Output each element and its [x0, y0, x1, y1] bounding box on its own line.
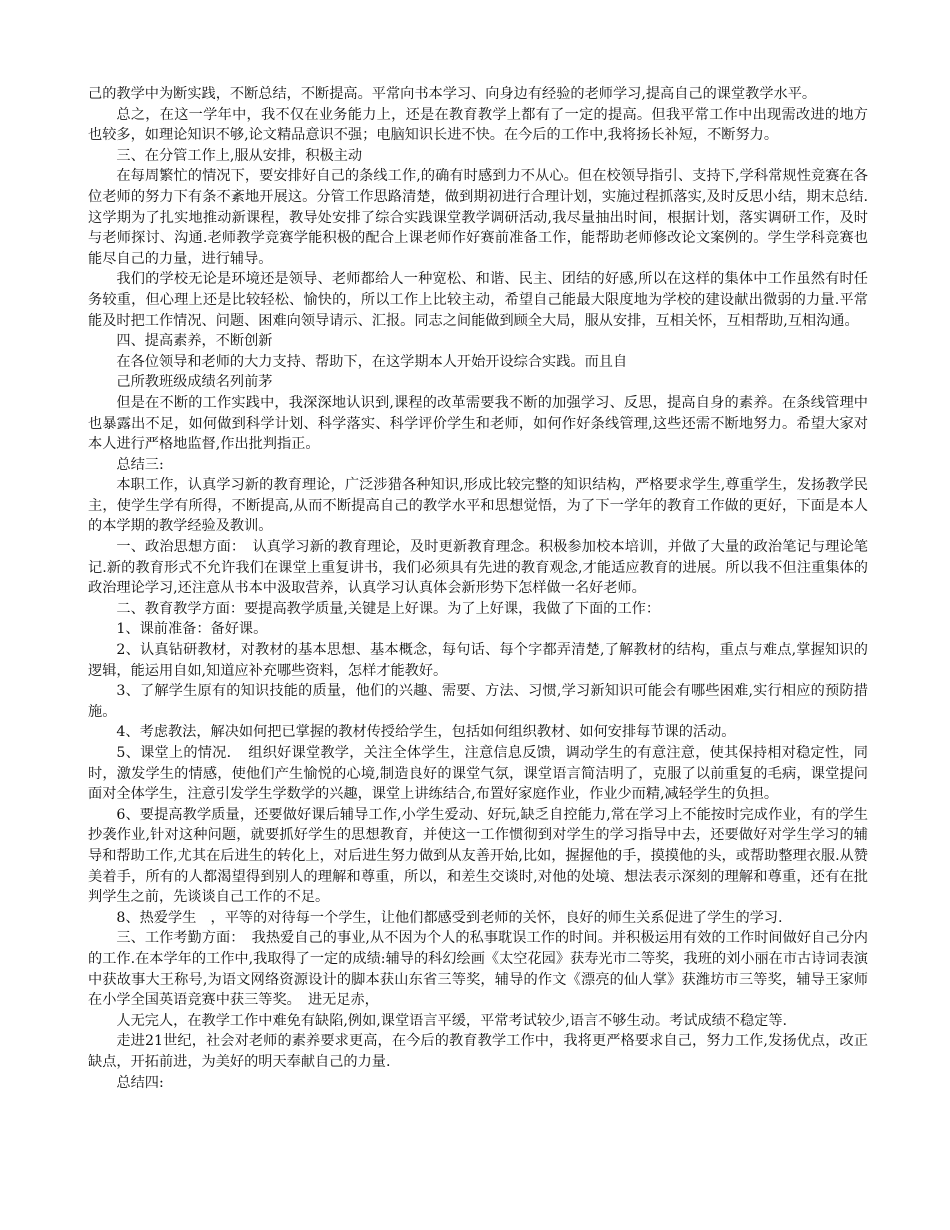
paragraph: 我们的学校无论是环境还是领导、老师都给人一种宽松、和谐、民主、团结的好感,所以在这样的集体中工作虽然有时任务较重，但心理上还是比较轻松、愉快的，所以工作上比较主动，希望自己能最大限度地为学校的建设献出微弱的力量.平常能及时把工作情况、问题、困难向领导请示、汇报。同志之间能做到顾全大局，服从安排，互相关怀，互相帮助,互相沟通。 [88, 271, 868, 329]
paragraph: 人无完人，在教学工作中难免有缺陷,例如,课堂语言平缓，平常考试较少,语言不够生动。考试成绩不稳定等. [116, 1012, 788, 1029]
paragraph: 在各位领导和老师的大力支持、帮助下，在这学期本人开始开设综合实践。而且自 [116, 353, 628, 370]
paragraph: 3、了解学生原有的知识技能的质量，他们的兴趣、需要、方法、习惯,学习新知识可能会有哪些困难,实行相应的预防措施。 [88, 683, 868, 720]
paragraph: 总结三: [116, 456, 164, 473]
paragraph: 总结四: [116, 1074, 164, 1091]
paragraph: 1、课前准备：备好课。 [116, 621, 268, 638]
paragraph: 三、工作考勤方面： 我热爱自己的事业,从不因为个人的私事耽误工作的时间。并积极运用有效的工作时间做好自己分内的工作.在本学年的工作中,我取得了一定的成绩:辅导的科幻绘画《太空花园》获寿光市二等奖，我班的刘小丽在市古诗词表演中获故事大王称号,为语文网络资源设计的脚本获山东省三等奖，辅导的作文《漂亮的仙人掌》获潍坊市三等奖，辅导王家师在小学全国英语竞赛中获三等奖。 进无足赤， [88, 930, 868, 1009]
paragraph: 5、课堂上的情况． 组织好课堂教学，关注全体学生，注意信息反馈，调动学生的有意注意，使其保持相对稳定性，同时，激发学生的情感，使他们产生愉悦的心境,制造良好的课堂气氛，课堂语言简洁明了，克服了以前重复的毛病，课堂提问面对全体学生，注意引发学生学数学的兴趣，课堂上讲练结合,布置好家庭作业，作业少而精,减轻学生的负担。 [88, 745, 868, 803]
paragraph: 8、热爱学生 ，平等的对待每一个学生，让他们都感受到老师的关怀，良好的师生关系促进了学生的学习. [116, 909, 783, 926]
paragraph: 本职工作，认真学习新的教育理论，广泛涉猎各种知识,形成比较完整的知识结构，严格要求学生,尊重学生，发扬教学民主，使学生学有所得，不断提高,从而不断提高自己的教学水平和思想觉悟，为了下一学年的教育工作做的更好，下面是本人的本学期的教学经验及教训。 [88, 477, 868, 535]
paragraph: 2、认真钻研教材，对教材的基本思想、基本概念，每句话、每个字都弄清楚,了解教材的结构，重点与难点,掌握知识的逻辑，能运用自如,知道应补充哪些资料，怎样才能教好。 [88, 642, 868, 679]
paragraph: 走进21世纪，社会对老师的素养要求更高，在今后的教育教学工作中，我将更严格要求自己，努力工作,发扬优点，改正缺点，开拓前进，为美好的明天奉献自己的力量. [88, 1033, 868, 1070]
paragraph: 己的教学中为断实践，不断总结，不断提高。平常向书本学习、向身边有经验的老师学习,提高自己的课堂教学水平。 [88, 86, 817, 102]
paragraph: 四、提高素养，不断创新 [116, 333, 273, 350]
paragraph: 在每周繁忙的情况下，要安排好自己的条线工作,的确有时感到力不从心。但在校领导指引、支持下,学科常规性竞赛在各位老师的努力下有条不紊地开展这。分管工作思路清楚，做到期初进行合理计划，实施过程抓落实,及时反思小结，期末总结.这学期为了扎实地推动新课程，教导处安排了综合实践课堂教学调研活动,我尽量抽出时间，根据计划，落实调研工作，及时与老师探讨、沟通.老师教学竞赛学能积极的配合上课老师作好赛前准备工作，能帮助老师修改论文案例的。学生学科竞赛也能尽自己的力量，进行辅导。 [88, 168, 868, 267]
paragraph: 但是在不断的工作实践中，我深深地认识到,课程的改革需要我不断的加强学习、反思，提高自身的素养。在条线管理中也暴露出不足，如何做到科学计划、科学落实、科学评价学生和老师，如何作好条线管理,这些还需不断地努力。希望大家对本人进行严格地监督,作出批判指正。 [88, 394, 868, 453]
paragraph: 己所教班级成绩名列前茅 [116, 374, 273, 391]
paragraph: 二、教育教学方面：要提高教学质量,关键是上好课。为了上好课，我做了下面的工作： [116, 600, 661, 617]
paragraph: 4、考虑教法，解决如何把已掌握的教材传授给学生，包括如何组织教材、如何安排每节课的活动。 [116, 724, 736, 741]
paragraph: 一、政治思想方面： 认真学习新的教育理论，及时更新教育理念。积极参加校本培训，并做了大量的政治笔记与理论笔记.新的教育形式不允许我们在课堂上重复讲书，我们必须具有先进的教育观念,才能适应教育的进展。所以我不但注重集体的政治理论学习,还注意从书本中汲取营养，认真学习认真体会新形势下怎样做一名好老师。 [88, 539, 868, 597]
paragraph: 总之，在这一学年中，我不仅在业务能力上，还是在教育教学上都有了一定的提高。但我平常工作中出现需改进的地方也较多，如理论知识不够,论文精品意识不强；电脑知识长进不快。在今后的工作中,我将扬长补短，不断努力。 [88, 106, 868, 144]
paragraph: 6、要提高教学质量，还要做好课后辅导工作,小学生爱动、好玩,缺乏自控能力,常在学习上不能按时完成作业，有的学生抄袭作业,针对这种问题，就要抓好学生的思想教育，并使这一工作惯彻到对学生的学习指导中去，还要做好对学生学习的辅导和帮助工作,尤其在后进生的转化上，对后进生努力做到从友善开始,比如，握握他的手，摸摸他的头，或帮助整理衣服.从赞美着手，所有的人都渴望得到别人的理解和尊重，所以，和差生交谈时,对他的处境、想法表示深刻的理解和尊重，还有在批判学生之前，先谈谈自己工作的不足。 [88, 806, 868, 906]
paragraph: 三、在分管工作上,服从安排，积极主动 [116, 147, 363, 164]
